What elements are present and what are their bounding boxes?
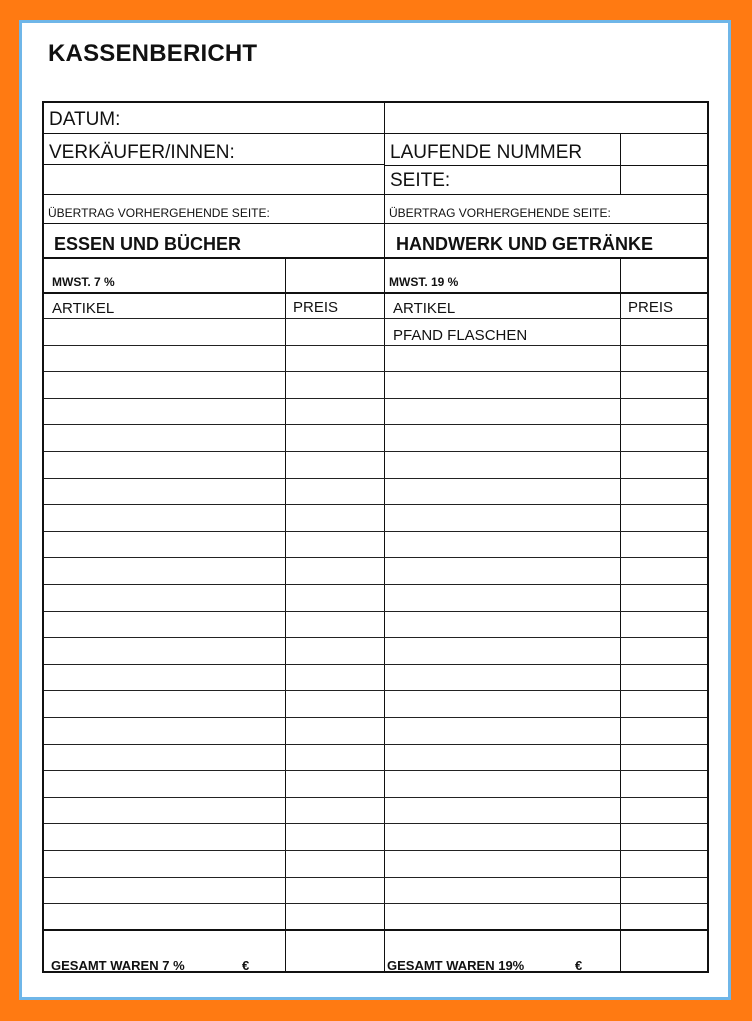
item-row-line [44,770,707,771]
item-row-line [44,371,707,372]
item-row-line [44,823,707,824]
left-total-label: GESAMT WAREN 7 % [51,958,185,973]
laufende-nummer-label: LAUFENDE NUMMER [390,142,583,163]
right-first-item[interactable]: PFAND FLASCHEN [393,327,528,344]
verkaeufer-field[interactable] [46,165,382,193]
item-row-line [44,744,707,745]
row-divider [44,133,707,134]
item-row-line [44,690,707,691]
item-row-line [44,664,707,665]
item-row-line [44,850,707,851]
left-section-heading: ESSEN UND BÜCHER [54,234,242,254]
mwst-top-line [44,257,707,259]
right-price-header: PREIS [628,299,674,316]
right-total-currency: € [575,958,583,973]
item-row-line [44,318,707,319]
right-article-header: ARTIKEL [393,300,456,317]
item-row-line [44,504,707,505]
uebertrag-right-label: ÜBERTRAG VORHERGEHENDE SEITE: [389,206,611,220]
right-total-label: GESAMT WAREN 19% [387,958,525,973]
item-row-line [44,398,707,399]
laufende-nummer-field[interactable] [622,135,706,164]
item-row-line [44,478,707,479]
mwst-bottom-line [44,292,707,294]
verkaeufer-label: VERKÄUFER/INNEN: [49,142,235,163]
left-price-header: PREIS [293,299,339,316]
form-title: KASSENBERICHT [48,40,258,67]
left-price-column-divider [285,293,286,971]
datum-field[interactable] [134,105,379,131]
left-mwst-label: MWST. 7 % [52,275,115,289]
item-row-line [44,345,707,346]
mwst-right-divider [620,258,621,293]
row-divider [44,194,707,195]
item-row-line [44,531,707,532]
uebertrag-left-label: ÜBERTRAG VORHERGEHENDE SEITE: [48,206,270,220]
totals-top-line [44,929,707,931]
left-mwst-value-field[interactable] [287,260,382,291]
datum-label: DATUM: [49,109,121,130]
item-row-line [44,877,707,878]
right-mwst-label: MWST. 19 % [389,275,459,289]
item-row-line [44,903,707,904]
item-row-line [44,717,707,718]
left-total-currency: € [242,958,250,973]
right-mwst-value-field[interactable] [622,260,706,291]
box-divider [620,134,621,194]
left-article-header: ARTIKEL [52,300,115,317]
mwst-left-divider [285,258,286,293]
item-row-line [44,637,707,638]
right-total-value-field[interactable] [622,932,706,970]
item-row-line [44,557,707,558]
right-section-heading: HANDWERK UND GETRÄNKE [396,234,653,254]
item-row-line [44,451,707,452]
item-row-line [44,424,707,425]
right-price-column-divider [620,293,621,971]
item-row-line [44,584,707,585]
left-total-value-field[interactable] [287,932,382,970]
row-divider [44,223,707,224]
item-row-line [44,797,707,798]
datum-right-field[interactable] [386,105,704,131]
center-divider [384,103,385,971]
seite-field[interactable] [622,166,706,193]
item-row-line [44,611,707,612]
cash-report-form [42,101,709,973]
seite-label: SEITE: [390,170,451,191]
